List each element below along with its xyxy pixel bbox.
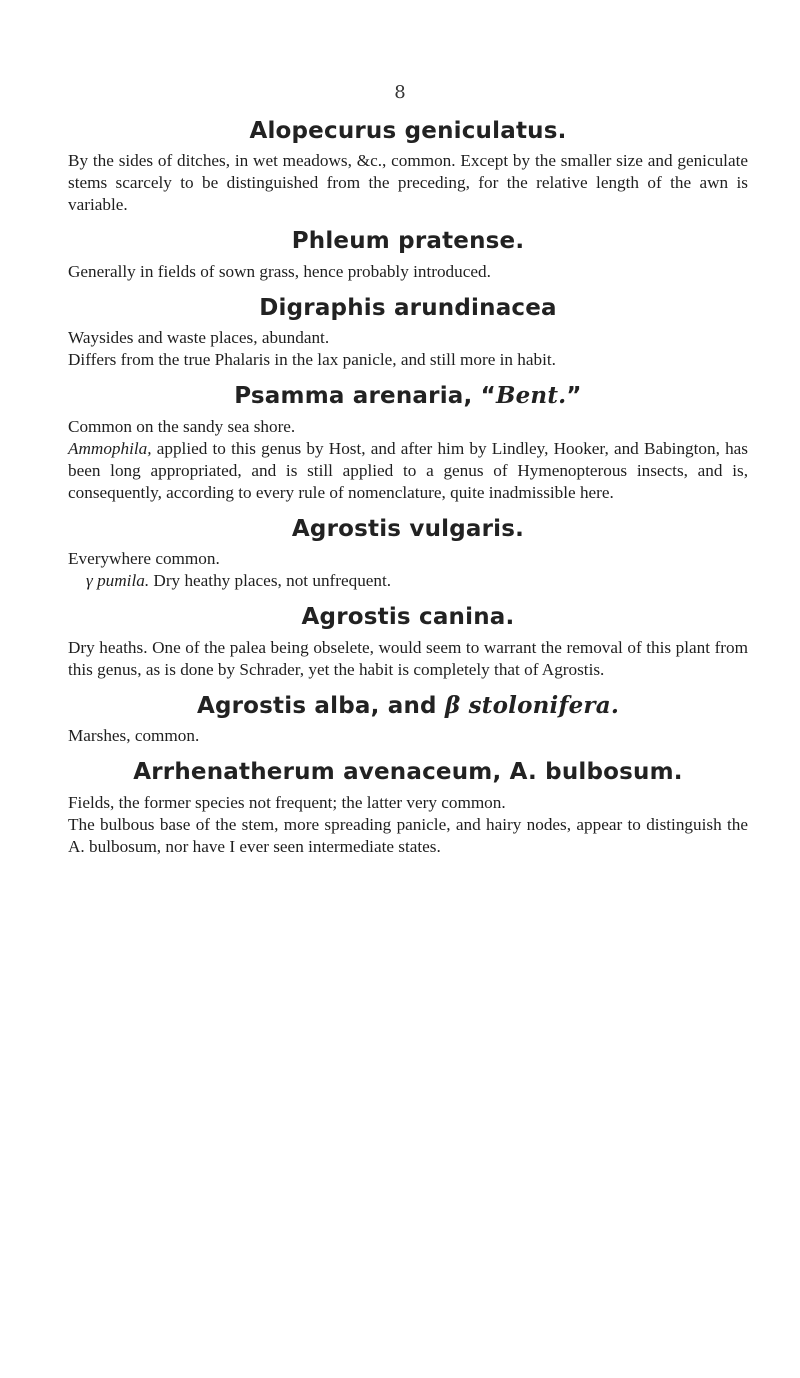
heading-digraphis: Digraphis arundinacea xyxy=(259,294,557,321)
heading-agrostis-alba xyxy=(68,693,748,719)
paragraph xyxy=(68,438,748,504)
paragraph-text: applied to this genus by Host, and after him by Lindley, Hooker, and Babington, has been long appropriated, and is still applied to a genus of Hymenopterous insects, and is, consequently, according to every rule of nomenclature, quite inadmissible here. xyxy=(68,438,748,502)
heading-arrhenatherum: Arrhenatherum avenaceum, A. bulbosum. xyxy=(133,759,683,786)
heading-text: Psamma arenaria, “ xyxy=(234,383,496,410)
paragraph: By the sides of ditches, in wet meadows, &c., common. Except by the smaller size and geniculate stems scarcely to be distinguished from the preceding, for the relative length of the awn is variable. xyxy=(68,151,748,215)
heading-psamma xyxy=(68,383,748,409)
heading-italic-text: Bent. xyxy=(495,382,567,410)
page-number: 8 xyxy=(394,82,406,103)
heading-end-quote: ” xyxy=(566,383,582,410)
paragraph: Fields, the former species not frequent; the latter very common. xyxy=(68,792,506,812)
page-content xyxy=(68,118,748,858)
paragraph xyxy=(68,570,748,592)
paragraph: Dry heaths. One of the palea being obselete, would seem to warrant the removal of this plant from this genus, as is done by Schrader, yet the habit is completely that of Agrostis. xyxy=(68,637,748,679)
heading-text: Agrostis alba, and xyxy=(196,692,445,719)
heading-agrostis-vulgaris: Agrostis vulgaris. xyxy=(291,515,525,542)
italic-term: Ammophila, xyxy=(68,438,152,458)
paragraph: The bulbous base of the stem, more spreading panicle, and hairy nodes, appear to distinguish the A. bulbosum, nor have I ever seen intermediate states. xyxy=(68,814,748,856)
heading-alopecurus: Alopecurus geniculatus. xyxy=(249,118,567,144)
paragraph: Waysides and waste places, abundant. xyxy=(68,328,330,348)
variety-label: γ pumila. xyxy=(86,571,150,591)
heading-italic-text: β stolonifera. xyxy=(444,691,620,719)
paragraph-text: Dry heathy places, not unfrequent. xyxy=(149,571,392,591)
heading-agrostis-canina: Agrostis canina. xyxy=(301,604,515,631)
paragraph: Marshes, common. xyxy=(68,726,200,746)
paragraph: Generally in fields of sown grass, hence probably introduced. xyxy=(68,261,491,281)
paragraph: Common on the sandy sea shore. xyxy=(68,416,296,436)
paragraph: Differs from the true Phalaris in the lax panicle, and still more in habit. xyxy=(68,350,556,370)
heading-phleum: Phleum pratense. xyxy=(291,228,525,255)
paragraph: Everywhere common. xyxy=(68,549,220,569)
